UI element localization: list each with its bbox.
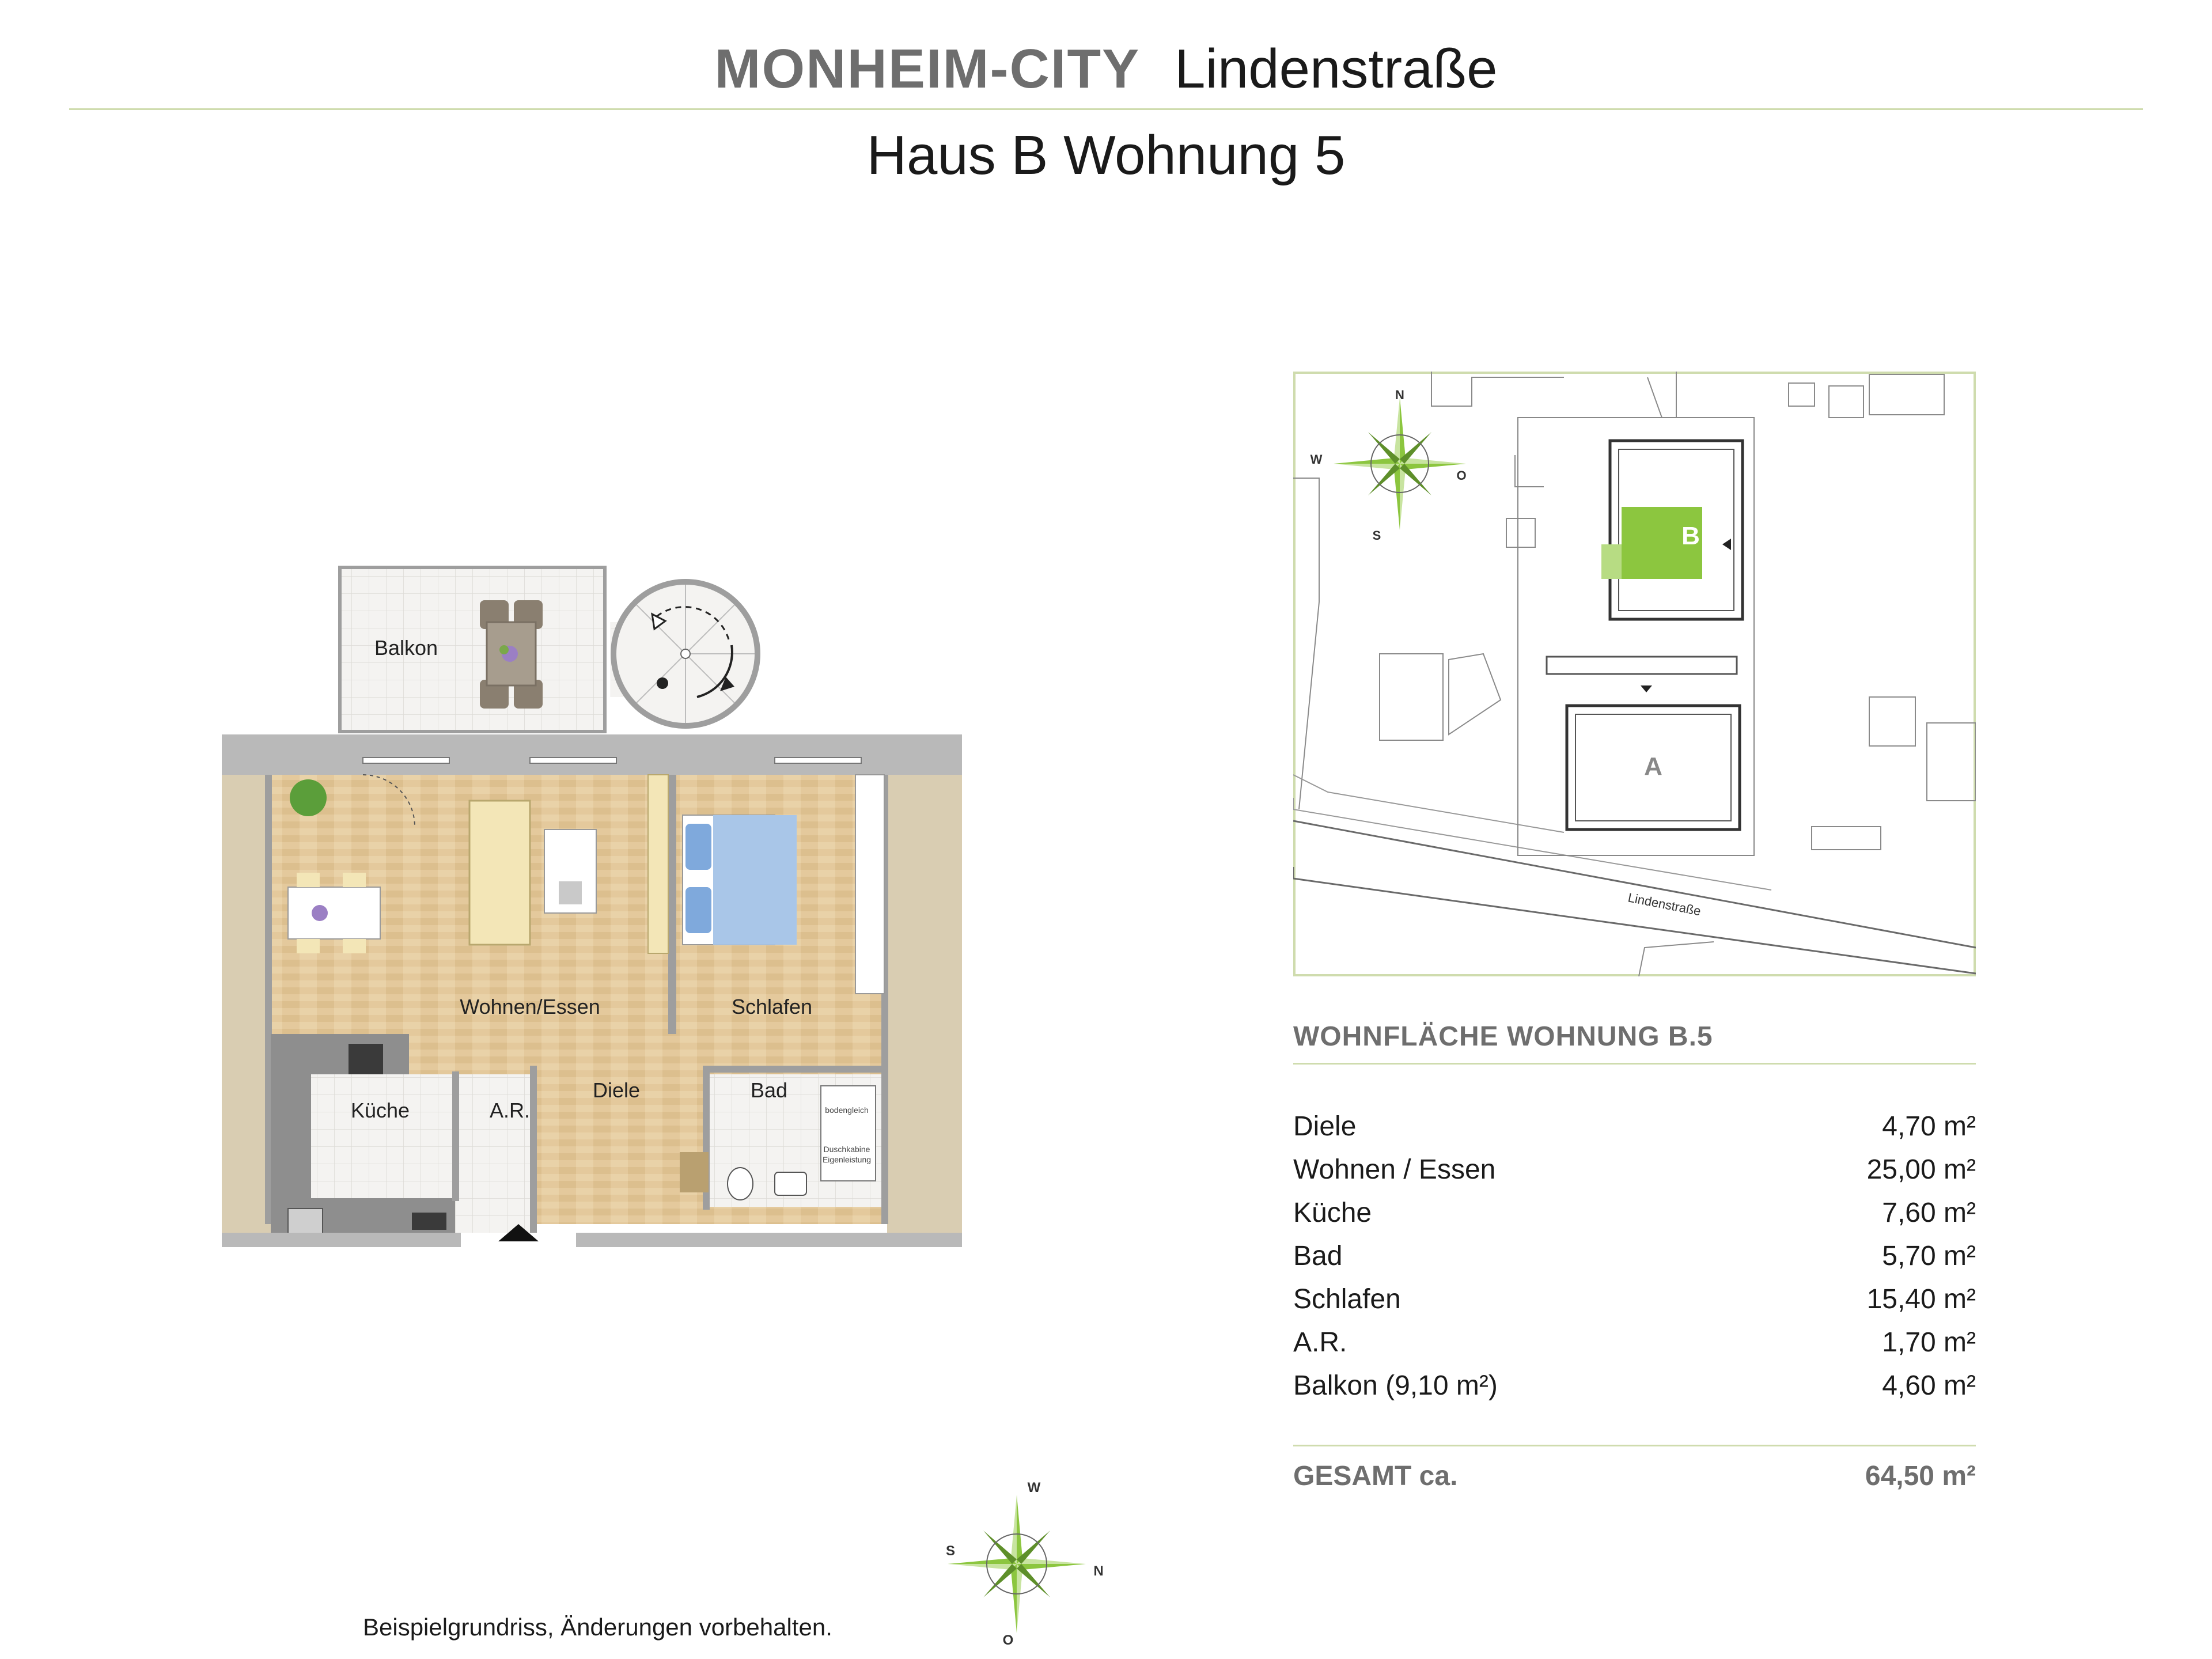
compass-bottom-w: W [1027,1480,1041,1495]
room-label-kueche: Küche [350,1099,410,1122]
area-row [1293,1278,1976,1321]
room-label-wohnen-essen: Wohnen/Essen [460,995,600,1018]
area-table [1293,1017,1976,1498]
area-size: 1,70 m² [1882,1327,1976,1358]
area-room: Diele [1293,1111,1357,1142]
area-room: Bad [1293,1241,1343,1271]
area-row [1293,1191,1976,1234]
compass-o: O [1456,468,1467,483]
room-label-bad: Bad [750,1078,788,1102]
area-room: A.R. [1293,1327,1347,1358]
site-plan [1293,372,1976,976]
total-label: GESAMT ca. [1293,1461,1458,1491]
area-row [1293,1364,1976,1407]
house-a-label: A [1644,752,1662,781]
brand-name: MONHEIM-CITY [714,38,1141,100]
bath-note-bodengleich: bodengleich [825,1105,869,1115]
area-rows [1293,1105,1976,1407]
header-divider [69,108,2143,110]
area-size: 15,40 m² [1866,1284,1976,1315]
compass-floorplan [922,1469,1112,1659]
exterior-wall-top [222,734,962,775]
house-b-label: B [1681,522,1700,550]
area-heading: WOHNFLÄCHE WOHNUNG B.5 [1293,1017,1976,1065]
area-room: Schlafen [1293,1284,1401,1315]
area-size: 7,60 m² [1882,1198,1976,1228]
area-row [1293,1105,1976,1148]
plant [290,779,327,816]
street-name: Lindenstraße [1175,38,1498,100]
page-title [0,35,2212,104]
compass-bottom-s: S [945,1543,956,1559]
total-value: 64,50 m² [1865,1461,1976,1491]
disclaimer: Beispielgrundriss, Änderungen vorbehalten. [363,1613,832,1641]
compass-bottom-n: N [1093,1563,1104,1579]
area-size: 5,70 m² [1882,1241,1976,1271]
area-room: Küche [1293,1198,1372,1228]
street-label: Lindenstraße [1627,890,1702,919]
area-size: 4,70 m² [1882,1111,1976,1142]
spiral-staircase [611,582,757,726]
room-label-balkon: Balkon [374,636,438,660]
bath-note-duschkabine: Duschkabine [823,1145,870,1154]
apartment-title: Haus B Wohnung 5 [866,124,1346,186]
room-label-diele: Diele [592,1078,641,1102]
room-label-ar: A.R. [489,1099,531,1122]
wardrobe [680,1152,709,1192]
bath-note-eigenleistung: Eigenleistung [822,1155,872,1164]
compass-n: N [1395,388,1404,402]
compass-w: W [1310,452,1323,467]
area-row [1293,1148,1976,1191]
area-row [1293,1321,1976,1364]
area-total [1293,1445,1976,1498]
house-b [1601,441,1743,619]
floor-plan [213,559,962,1250]
area-size: 4,60 m² [1882,1370,1976,1401]
area-row [1293,1234,1976,1278]
area-size: 25,00 m² [1866,1154,1976,1185]
area-room: Wohnen / Essen [1293,1154,1496,1185]
compass-bottom-o: O [1002,1633,1014,1648]
house-a [1567,706,1740,830]
area-room: Balkon (9,10 m²) [1293,1370,1498,1401]
compass-s: S [1372,528,1381,543]
room-label-schlafen: Schlafen [731,995,813,1018]
